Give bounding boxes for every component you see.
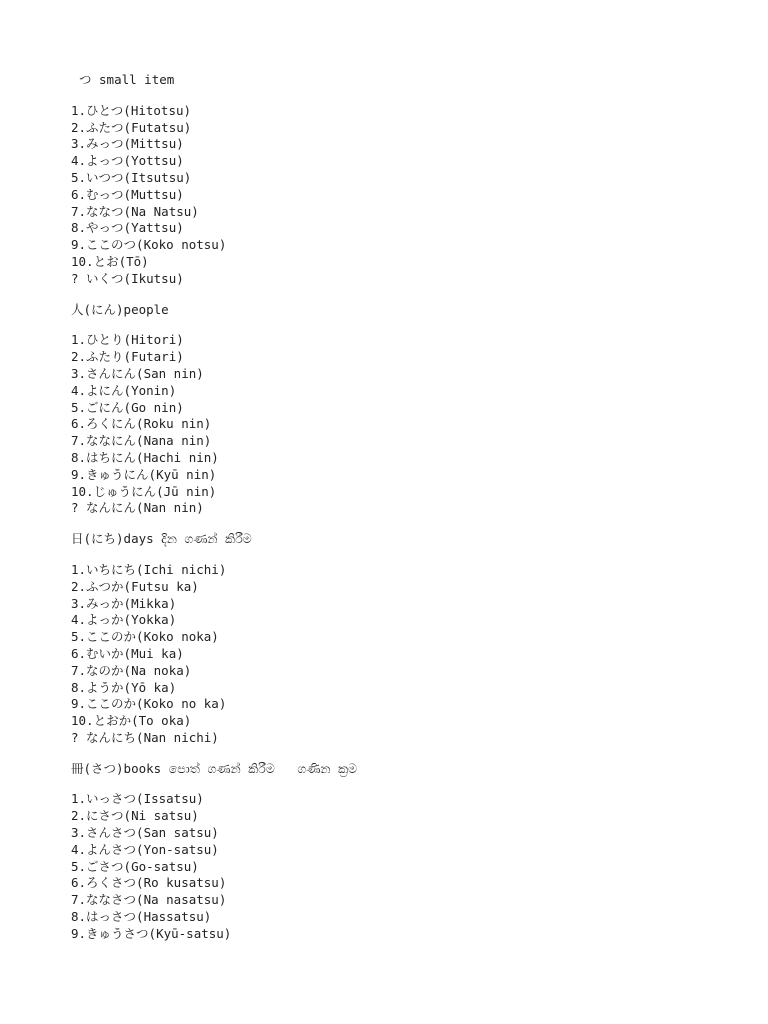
- list-item: 7.ななつ(Na Natsu): [71, 203, 199, 219]
- section-small-items: [71, 72, 751, 288]
- list-item: 5.ごさつ(Go-satsu): [71, 858, 199, 874]
- list-item: 8.ようか(Yō ka): [71, 679, 177, 695]
- counter-list: [71, 791, 751, 942]
- list-item: 6.むいか(Mui ka): [71, 645, 184, 661]
- section-people: [71, 302, 751, 518]
- list-item: 10.とお(Tō): [71, 253, 149, 269]
- list-item: 6.むっつ(Muttsu): [71, 186, 184, 202]
- list-item: 10.じゅうにん(Jū nin): [71, 483, 217, 499]
- list-item: 9.きゅうにん(Kyū nin): [71, 466, 217, 482]
- list-item: 4.よにん(Yonin): [71, 382, 177, 398]
- section-heading: 人(にん)people: [71, 301, 169, 317]
- list-item: 9.ここのつ(Koko notsu): [71, 237, 227, 253]
- list-item: 2.ふたつ(Futatsu): [71, 119, 192, 135]
- list-item: 8.はちにん(Hachi nin): [71, 449, 219, 465]
- list-item: 10.とおか(To oka): [71, 713, 192, 729]
- section-heading: つ small item: [79, 72, 175, 87]
- list-item: ? いくつ(Ikutsu): [71, 270, 184, 286]
- list-item: 1.いちにち(Ichi nichi): [71, 561, 227, 577]
- list-item: 8.やっつ(Yattsu): [71, 220, 184, 236]
- list-item: 7.ななさつ(Na nasatsu): [71, 892, 227, 908]
- counter-list: [71, 103, 751, 288]
- list-item: 3.みっつ(Mittsu): [71, 136, 184, 152]
- list-item: 3.みっか(Mikka): [71, 595, 177, 611]
- list-item: 1.ひとり(Hitori): [71, 332, 184, 348]
- list-item: 4.よっか(Yokka): [71, 612, 177, 628]
- counter-list: [71, 332, 751, 517]
- list-item: 2.ふつか(Futsu ka): [71, 578, 199, 594]
- list-item: 1.いっさつ(Issatsu): [71, 791, 204, 807]
- list-item: ? なんにん(Nan nin): [71, 500, 204, 516]
- list-item: 7.ななにん(Nana nin): [71, 433, 212, 449]
- counter-list: [71, 562, 751, 747]
- list-item: 5.ここのか(Koko noka): [71, 629, 219, 645]
- list-item: 3.さんさつ(San satsu): [71, 825, 219, 841]
- list-item: 3.さんにん(San nin): [71, 365, 204, 381]
- list-item: 6.ろくさつ(Ro kusatsu): [71, 875, 227, 891]
- section-books: [71, 761, 751, 943]
- list-item: 1.ひとつ(Hitotsu): [71, 102, 192, 118]
- list-item: 4.よっつ(Yottsu): [71, 153, 184, 169]
- list-item: 9.きゅうさつ(Kyū-satsu): [71, 925, 232, 941]
- section-heading: 日(にち)days දින ගණන් කිරීම: [71, 531, 252, 547]
- list-item: 2.ふたり(Futari): [71, 349, 184, 365]
- section-days: [71, 531, 751, 747]
- list-item: 2.にさつ(Ni satsu): [71, 808, 199, 824]
- section-heading: 冊(さつ)books පොත් ගණන් කිරීම ගණින ක්‍රම: [71, 760, 358, 776]
- list-item: 8.はっさつ(Hassatsu): [71, 909, 212, 925]
- document-page: [71, 72, 751, 943]
- list-item: 7.なのか(Na noka): [71, 662, 192, 678]
- list-item: 4.よんさつ(Yon-satsu): [71, 841, 219, 857]
- list-item: 9.ここのか(Koko no ka): [71, 696, 227, 712]
- list-item: 5.いつつ(Itsutsu): [71, 169, 192, 185]
- list-item: ? なんにち(Nan nichi): [71, 729, 219, 745]
- list-item: 5.ごにん(Go nin): [71, 399, 184, 415]
- list-item: 6.ろくにん(Roku nin): [71, 416, 212, 432]
